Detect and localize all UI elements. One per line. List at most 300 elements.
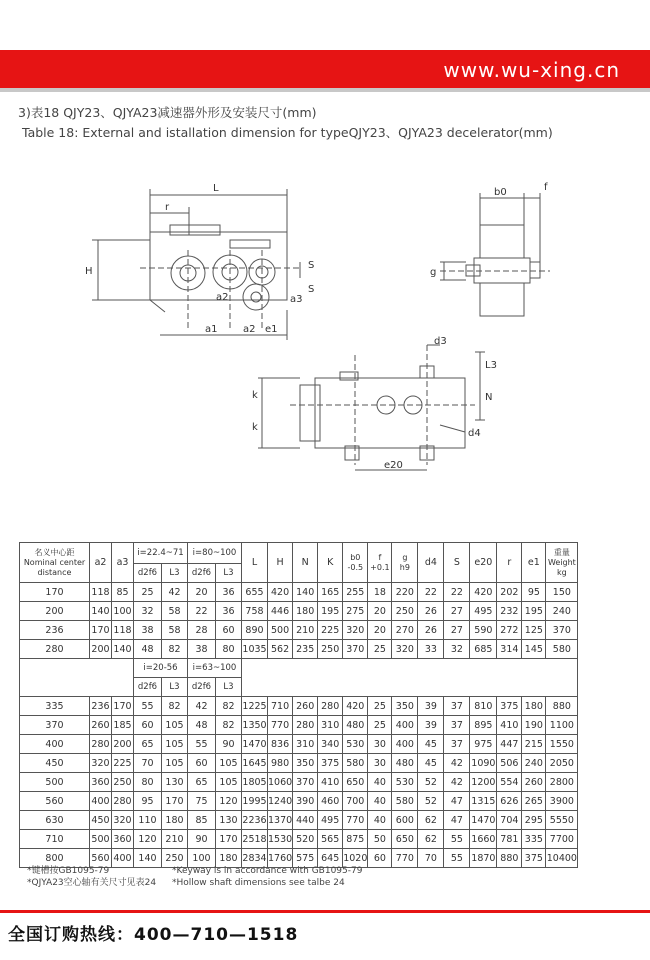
table-cell: 645 <box>318 849 343 868</box>
table-cell: 100 <box>188 849 216 868</box>
table-cell: 232 <box>497 602 522 621</box>
table-cell: 180 <box>162 811 188 830</box>
table-cell: 980 <box>268 754 293 773</box>
table-cell: 42 <box>162 583 188 602</box>
table-title-cn: 3)表18 QJY23、QJYA23减速器外形及安装尺寸(mm) <box>18 105 317 120</box>
table-cell: 82 <box>162 697 188 716</box>
table-cell: 1660 <box>470 830 497 849</box>
table-cell: 80 <box>216 640 242 659</box>
label-b0: b0 <box>494 187 507 198</box>
table-cell: 770 <box>268 716 293 735</box>
table-cell: 20 <box>368 602 392 621</box>
table-cell: 495 <box>470 602 497 621</box>
table-cell: 120 <box>216 792 242 811</box>
table-cell: 1760 <box>268 849 293 868</box>
table-cell: 565 <box>318 830 343 849</box>
table-cell: 400 <box>20 735 90 754</box>
table-cell: 130 <box>216 811 242 830</box>
col-g: g h9 <box>392 543 418 583</box>
label-e20: e20 <box>384 460 403 471</box>
table-cell: 370 <box>20 716 90 735</box>
table-cell: 58 <box>162 621 188 640</box>
table-cell: 60 <box>134 716 162 735</box>
table-cell: 575 <box>293 849 318 868</box>
table-cell: 47 <box>444 792 470 811</box>
table-cell: 236 <box>90 697 112 716</box>
table-cell: 1225 <box>242 697 268 716</box>
table-cell: 120 <box>134 830 162 849</box>
table-cell: 52 <box>418 792 444 811</box>
table-cell: 895 <box>470 716 497 735</box>
table-cell: 255 <box>343 583 368 602</box>
table-cell: 27 <box>444 621 470 640</box>
table-cell: 710 <box>20 830 90 849</box>
table-cell: 40 <box>368 773 392 792</box>
col-d2f6-1: d2f6 <box>134 564 162 583</box>
table-cell: 420 <box>268 583 293 602</box>
table-cell: 280 <box>293 716 318 735</box>
table-cell: 202 <box>497 583 522 602</box>
label-r: r <box>165 202 170 213</box>
table-cell: 1370 <box>268 811 293 830</box>
table-cell: 22 <box>188 602 216 621</box>
table-cell: 360 <box>112 830 134 849</box>
table-cell: 125 <box>522 621 546 640</box>
table-cell: 335 <box>522 830 546 849</box>
table-cell: 40 <box>368 792 392 811</box>
table-cell: 530 <box>343 735 368 754</box>
label-a2-angled: a2 <box>216 292 229 303</box>
label-a2: a2 <box>243 324 256 335</box>
mid-d2f6-2: d2f6 <box>188 678 216 697</box>
table-cell: 400 <box>392 735 418 754</box>
mid-L3-2: L3 <box>216 678 242 697</box>
table-cell: 500 <box>268 621 293 640</box>
table-cell: 781 <box>497 830 522 849</box>
mid-header-row <box>20 659 578 678</box>
table-cell: 33 <box>418 640 444 659</box>
table-row <box>20 640 578 659</box>
table-cell: 500 <box>90 830 112 849</box>
technical-drawing <box>0 150 650 490</box>
table-cell: 38 <box>188 640 216 659</box>
table-cell: 140 <box>134 849 162 868</box>
mid-blank-right <box>242 659 578 697</box>
table-cell: 265 <box>522 792 546 811</box>
table-cell: 50 <box>368 830 392 849</box>
label-L: L <box>213 183 219 194</box>
table-cell: 22 <box>418 583 444 602</box>
table-cell: 440 <box>293 811 318 830</box>
table-cell: 118 <box>90 583 112 602</box>
table-cell: 55 <box>134 697 162 716</box>
table-cell: 360 <box>90 773 112 792</box>
label-f: f <box>544 182 548 193</box>
notes <box>27 865 363 889</box>
table-cell: 1550 <box>546 735 578 754</box>
table-cell: 370 <box>546 621 578 640</box>
table-cell: 42 <box>444 773 470 792</box>
col-b0: b0 -0.5 <box>343 543 368 583</box>
table-cell: 5550 <box>546 811 578 830</box>
table-cell: 562 <box>268 640 293 659</box>
col-ratio1: i=22.4~71 <box>134 543 188 564</box>
table-cell: 170 <box>112 697 134 716</box>
table-cell: 275 <box>343 602 368 621</box>
table-cell: 800 <box>20 849 90 868</box>
table-cell: 60 <box>368 849 392 868</box>
table-cell: 3900 <box>546 792 578 811</box>
table-cell: 350 <box>293 754 318 773</box>
table-cell: 26 <box>418 621 444 640</box>
table-row <box>20 773 578 792</box>
table-cell: 36 <box>216 602 242 621</box>
table-cell: 240 <box>522 754 546 773</box>
table-cell: 65 <box>134 735 162 754</box>
table-cell: 554 <box>497 773 522 792</box>
col-d2f6-2: d2f6 <box>188 564 216 583</box>
table-cell: 145 <box>522 640 546 659</box>
col-d4: d4 <box>418 543 444 583</box>
table-cell: 90 <box>188 830 216 849</box>
table-cell: 95 <box>134 792 162 811</box>
table-cell: 260 <box>293 697 318 716</box>
table-cell: 105 <box>216 754 242 773</box>
table-cell: 195 <box>318 602 343 621</box>
table-cell: 1090 <box>470 754 497 773</box>
mid-L3-1: L3 <box>162 678 188 697</box>
table-cell: 170 <box>216 830 242 849</box>
table-cell: 260 <box>522 773 546 792</box>
table-cell: 460 <box>318 792 343 811</box>
table-cell: 250 <box>392 602 418 621</box>
table-cell: 390 <box>293 792 318 811</box>
col-N: N <box>293 543 318 583</box>
table-cell: 700 <box>343 792 368 811</box>
table-cell: 25 <box>368 640 392 659</box>
table-cell: 420 <box>343 697 368 716</box>
table-cell: 280 <box>20 640 90 659</box>
table-cell: 410 <box>497 716 522 735</box>
table-cell: 450 <box>20 754 90 773</box>
label-S: S <box>308 260 315 271</box>
table-cell: 185 <box>112 716 134 735</box>
table-cell: 370 <box>343 640 368 659</box>
table-cell: 520 <box>293 830 318 849</box>
table-cell: 55 <box>444 849 470 868</box>
table-cell: 82 <box>216 697 242 716</box>
table-row <box>20 716 578 735</box>
table-row <box>20 602 578 621</box>
col-r: r <box>497 543 522 583</box>
table-row <box>20 583 578 602</box>
table-title-en: Table 18: External and istallation dimension for typeQJY23、QJYA23 decelerator(mm) <box>22 125 553 140</box>
table-cell: 236 <box>20 621 90 640</box>
table-cell: 295 <box>522 811 546 830</box>
table-cell: 60 <box>216 621 242 640</box>
table-cell: 26 <box>418 602 444 621</box>
table-cell: 48 <box>188 716 216 735</box>
table-cell: 260 <box>90 716 112 735</box>
col-e1: e1 <box>522 543 546 583</box>
table-cell: 280 <box>318 697 343 716</box>
table-cell: 42 <box>188 697 216 716</box>
table-cell: 1870 <box>470 849 497 868</box>
mid-ratio2: i=63~100 <box>188 659 242 678</box>
table-cell: 45 <box>418 735 444 754</box>
table-cell: 758 <box>242 602 268 621</box>
table-cell: 890 <box>242 621 268 640</box>
table-cell: 150 <box>546 583 578 602</box>
note-2-cn: *QJYA23空心轴有关尺寸见表24 <box>27 878 157 888</box>
mid-d2f6-1: d2f6 <box>134 678 162 697</box>
table-cell: 165 <box>318 583 343 602</box>
footer-line <box>0 910 650 913</box>
table-cell: 400 <box>112 849 134 868</box>
label-k2: k <box>252 422 258 433</box>
label-d4: d4 <box>468 428 481 439</box>
table-cell: 105 <box>162 716 188 735</box>
table-cell: 170 <box>20 583 90 602</box>
table-cell: 36 <box>216 583 242 602</box>
table-cell: 506 <box>497 754 522 773</box>
table-cell: 20 <box>368 621 392 640</box>
table-cell: 320 <box>343 621 368 640</box>
table-cell: 80 <box>134 773 162 792</box>
table-cell: 65 <box>188 773 216 792</box>
table-cell: 37 <box>444 716 470 735</box>
table-cell: 770 <box>392 849 418 868</box>
table-cell: 225 <box>112 754 134 773</box>
table-cell: 704 <box>497 811 522 830</box>
table-cell: 200 <box>112 735 134 754</box>
table-cell: 650 <box>343 773 368 792</box>
table-cell: 447 <box>497 735 522 754</box>
table-row <box>20 792 578 811</box>
table-cell: 85 <box>188 811 216 830</box>
note-1-cn: *键槽按GB1095-79 <box>27 866 110 876</box>
col-K: K <box>318 543 343 583</box>
table-cell: 1530 <box>268 830 293 849</box>
mid-ratio1: i=20-56 <box>134 659 188 678</box>
table-cell: 25 <box>368 697 392 716</box>
table-cell: 685 <box>470 640 497 659</box>
table-cell: 2834 <box>242 849 268 868</box>
table-cell: 52 <box>418 773 444 792</box>
table-cell: 340 <box>318 735 343 754</box>
table-cell: 10400 <box>546 849 578 868</box>
table-row <box>20 754 578 773</box>
table-cell: 1240 <box>268 792 293 811</box>
table-cell: 580 <box>546 640 578 659</box>
table-cell: 1645 <box>242 754 268 773</box>
table-cell: 630 <box>20 811 90 830</box>
table-cell: 45 <box>418 754 444 773</box>
col-L3-2: L3 <box>216 564 242 583</box>
table-cell: 590 <box>470 621 497 640</box>
table-row <box>20 697 578 716</box>
col-name: 名义中心距 Nominal center distance <box>20 543 90 583</box>
table-cell: 710 <box>268 697 293 716</box>
table-cell: 37 <box>444 735 470 754</box>
table-cell: 170 <box>90 621 112 640</box>
table-cell: 105 <box>162 735 188 754</box>
table-cell: 350 <box>392 697 418 716</box>
table-cell: 27 <box>444 602 470 621</box>
table-cell: 70 <box>418 849 444 868</box>
table-cell: 1470 <box>470 811 497 830</box>
table-cell: 1315 <box>470 792 497 811</box>
table-cell: 250 <box>318 640 343 659</box>
table-cell: 28 <box>188 621 216 640</box>
table-cell: 320 <box>90 754 112 773</box>
table-cell: 250 <box>112 773 134 792</box>
table-cell: 310 <box>318 716 343 735</box>
table-cell: 370 <box>293 773 318 792</box>
table-cell: 200 <box>20 602 90 621</box>
label-S2: S <box>308 284 315 295</box>
table-cell: 600 <box>392 811 418 830</box>
table-cell: 1060 <box>268 773 293 792</box>
table-cell: 400 <box>392 716 418 735</box>
table-cell: 400 <box>90 792 112 811</box>
col-L3-1: L3 <box>162 564 188 583</box>
label-e1: e1 <box>265 324 278 335</box>
banner-stripe <box>0 88 650 92</box>
table-cell: 90 <box>216 735 242 754</box>
table-cell: 2236 <box>242 811 268 830</box>
label-d3: d3 <box>434 336 447 347</box>
table-cell: 215 <box>522 735 546 754</box>
table-cell: 580 <box>392 792 418 811</box>
table-cell: 210 <box>293 621 318 640</box>
table-cell: 20 <box>188 583 216 602</box>
table-cell: 180 <box>216 849 242 868</box>
label-a1: a1 <box>205 324 218 335</box>
table-cell: 225 <box>318 621 343 640</box>
table-cell: 335 <box>20 697 90 716</box>
table-cell: 650 <box>392 830 418 849</box>
dimension-table <box>19 542 578 868</box>
table-cell: 58 <box>162 602 188 621</box>
table-cell: 105 <box>162 754 188 773</box>
table-cell: 560 <box>90 849 112 868</box>
table-cell: 320 <box>112 811 134 830</box>
table-cell: 836 <box>268 735 293 754</box>
table-cell: 1350 <box>242 716 268 735</box>
table-cell: 1035 <box>242 640 268 659</box>
table-cell: 38 <box>134 621 162 640</box>
table-cell: 105 <box>216 773 242 792</box>
table-cell: 130 <box>162 773 188 792</box>
table-cell: 240 <box>546 602 578 621</box>
table-cell: 95 <box>522 583 546 602</box>
table-cell: 47 <box>444 811 470 830</box>
table-cell: 85 <box>112 583 134 602</box>
label-L3: L3 <box>485 360 497 371</box>
table-cell: 320 <box>392 640 418 659</box>
table-cell: 1100 <box>546 716 578 735</box>
table-row <box>20 735 578 754</box>
col-L: L <box>242 543 268 583</box>
table-cell: 280 <box>112 792 134 811</box>
col-S: S <box>444 543 470 583</box>
table-cell: 180 <box>293 602 318 621</box>
col-H: H <box>268 543 293 583</box>
table-cell: 235 <box>293 640 318 659</box>
table-cell: 1805 <box>242 773 268 792</box>
table-row <box>20 811 578 830</box>
table-cell: 118 <box>112 621 134 640</box>
top-banner <box>0 50 650 88</box>
table-cell: 375 <box>522 849 546 868</box>
table-cell: 272 <box>497 621 522 640</box>
note-1-en: *Keyway is in accordance with GB1095-79 <box>172 866 363 876</box>
table-cell: 280 <box>90 735 112 754</box>
table-cell: 410 <box>318 773 343 792</box>
table-cell: 655 <box>242 583 268 602</box>
table-cell: 446 <box>268 602 293 621</box>
table-cell: 375 <box>497 697 522 716</box>
table-cell: 200 <box>90 640 112 659</box>
label-H: H <box>85 266 93 277</box>
table-cell: 420 <box>470 583 497 602</box>
table-cell: 314 <box>497 640 522 659</box>
table-cell: 880 <box>546 697 578 716</box>
label-N: N <box>485 392 493 403</box>
table-cell: 480 <box>392 754 418 773</box>
table-cell: 580 <box>343 754 368 773</box>
table-cell: 875 <box>343 830 368 849</box>
table-cell: 220 <box>392 583 418 602</box>
col-a2: a2 <box>90 543 112 583</box>
label-a3: a3 <box>290 294 303 305</box>
table-cell: 190 <box>522 716 546 735</box>
table-cell: 1020 <box>343 849 368 868</box>
table-cell: 7700 <box>546 830 578 849</box>
table-cell: 30 <box>368 754 392 773</box>
table-cell: 42 <box>444 754 470 773</box>
table-cell: 530 <box>392 773 418 792</box>
table-cell: 195 <box>522 602 546 621</box>
col-e20: e20 <box>470 543 497 583</box>
table-cell: 480 <box>343 716 368 735</box>
note-2-en: *Hollow shaft dimensions see talbe 24 <box>172 878 345 888</box>
table-cell: 32 <box>134 602 162 621</box>
table-cell: 170 <box>162 792 188 811</box>
mid-blank <box>20 659 134 697</box>
table-cell: 82 <box>162 640 188 659</box>
table-cell: 1470 <box>242 735 268 754</box>
table-cell: 39 <box>418 697 444 716</box>
table-cell: 810 <box>470 697 497 716</box>
col-weight: 重量 Weight kg <box>546 543 578 583</box>
table-cell: 110 <box>134 811 162 830</box>
table-row <box>20 830 578 849</box>
table-cell: 100 <box>112 602 134 621</box>
table-cell: 30 <box>368 735 392 754</box>
table-cell: 25 <box>134 583 162 602</box>
table-cell: 770 <box>343 811 368 830</box>
table-cell: 2518 <box>242 830 268 849</box>
site-url[interactable]: www.wu-xing.cn <box>443 58 620 82</box>
table-cell: 22 <box>444 583 470 602</box>
col-f: f +0.1 <box>368 543 392 583</box>
table-cell: 626 <box>497 792 522 811</box>
table-cell: 18 <box>368 583 392 602</box>
table-cell: 37 <box>444 697 470 716</box>
table-cell: 140 <box>293 583 318 602</box>
